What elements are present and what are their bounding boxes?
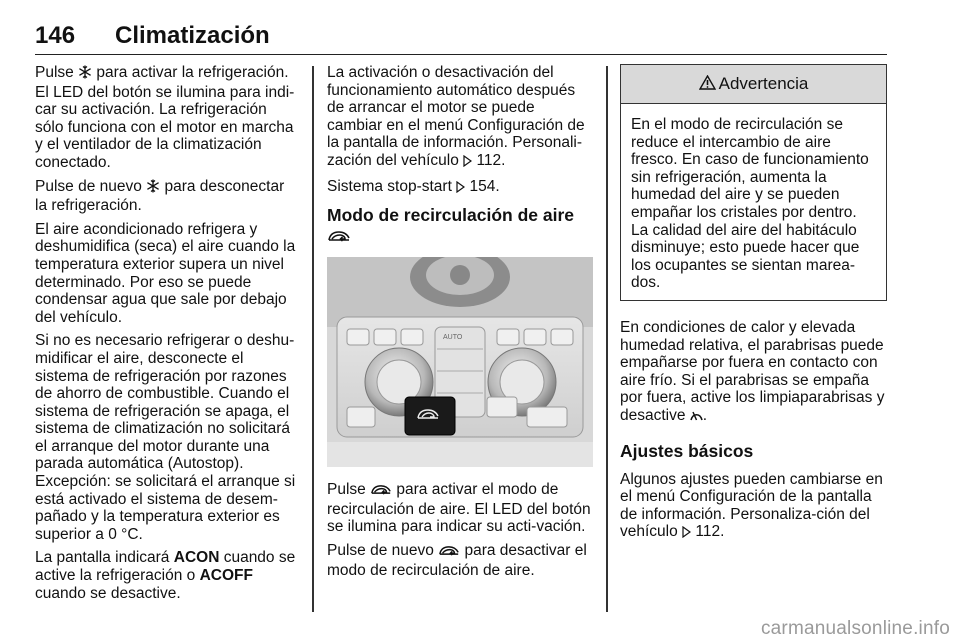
snowflake-icon	[146, 179, 160, 198]
paragraph: En condiciones de calor y elevada humedad relativa, el parabrisas puede empañarse por fuera en contacto con aire frío. Si el parabrisas se empaña por fuera, active los limpiaparabrisas y desactive .	[620, 319, 887, 427]
page-number: 146	[35, 22, 76, 49]
warning-triangle-icon	[699, 75, 716, 94]
column-3	[620, 64, 887, 549]
wiper-icon	[690, 409, 703, 427]
page-ref-icon	[463, 154, 472, 172]
acon-label: ACON	[173, 549, 220, 567]
page-header	[35, 22, 887, 55]
column-divider	[606, 66, 608, 612]
paragraph: El aire acondicionado refrigera y deshumidifica (seca) el aire cuando la temperatura exterior supera un nivel determinado. Por eso se puede condensar agua que sale por debajo del vehículo.	[35, 220, 296, 326]
recirculation-icon	[370, 483, 392, 501]
paragraph: La pantalla indicará ACON cuando se active la refrigeración o ACOFF cuando se desactive.	[35, 549, 296, 602]
paragraph: Pulse de nuevo para desactivar el modo de recirculación de aire.	[327, 541, 587, 579]
warning-box	[620, 64, 887, 301]
chapter-title: Climatización	[115, 22, 270, 49]
auto-button-label: AUTO	[443, 334, 463, 342]
page-ref-icon	[682, 525, 691, 543]
warning-title: Advertencia	[718, 74, 809, 94]
column-2	[327, 64, 593, 585]
warning-header	[621, 65, 886, 104]
recirculation-button-highlight	[405, 397, 455, 435]
column-1	[35, 64, 299, 608]
section-heading: Modo de recirculación de aire	[327, 205, 593, 247]
paragraph: La activación o desactivación del funcionamiento automático después de arrancar el motor se puede cambiar en el menú Configuración de la pantalla de información. Personali-zación del vehículo 112.	[327, 64, 593, 172]
paragraph: Si no es necesario refrigerar o deshu-midificar el aire, desconecte el sistema de refrigeración por razones de ahorro de combustible. Cuando el sistema de refrigeración se apaga, el sistema de climatización no solicitará el arranque del motor durante una parada automática (Autostop). Excepción: se solicitará el arranque si está activado el sistema de desem-pañado y la temperatura exterior es superior a 0 °C.	[35, 332, 296, 543]
section-heading: Ajustes básicos	[620, 440, 754, 461]
warning-text: En el modo de recirculación se reduce el intercambio de aire fresco. En caso de funcionamiento sin refrigeración, aumenta la humedad del aire y se pueden empañar los cristales por dentro. La calidad del aire del habitáculo disminuye; esto puede hacer que los ocupantes se sientan marea-dos.	[631, 116, 869, 292]
page-ref-icon	[456, 180, 465, 198]
recirculation-icon	[327, 227, 351, 247]
climate-control-panel-photo	[327, 257, 593, 467]
paragraph: Algunos ajustes pueden cambiarse en el menú Configuración de la pantalla de información. Personaliza-ción del vehículo 112.	[620, 471, 887, 543]
paragraph: Sistema stop-start 154.	[327, 178, 593, 198]
acoff-label: ACOFF	[199, 567, 253, 585]
snowflake-icon	[78, 65, 92, 84]
recirculation-icon	[438, 544, 460, 562]
column-divider	[312, 66, 314, 612]
paragraph: Pulse para activar el modo de recirculación de aire. El LED del botón se ilumina para indicar su acti-vación.	[327, 481, 591, 536]
paragraph: Pulse para activar la refrigeración. El LED del botón se ilumina para indi-car su activación. La refrigeración sólo funciona con el motor en marcha y el ventilador de la climatización conectado.	[35, 64, 295, 171]
watermark: carmanualsonline.info	[760, 618, 950, 639]
paragraph: Pulse de nuevo para desconectar la refrigeración.	[35, 177, 285, 215]
